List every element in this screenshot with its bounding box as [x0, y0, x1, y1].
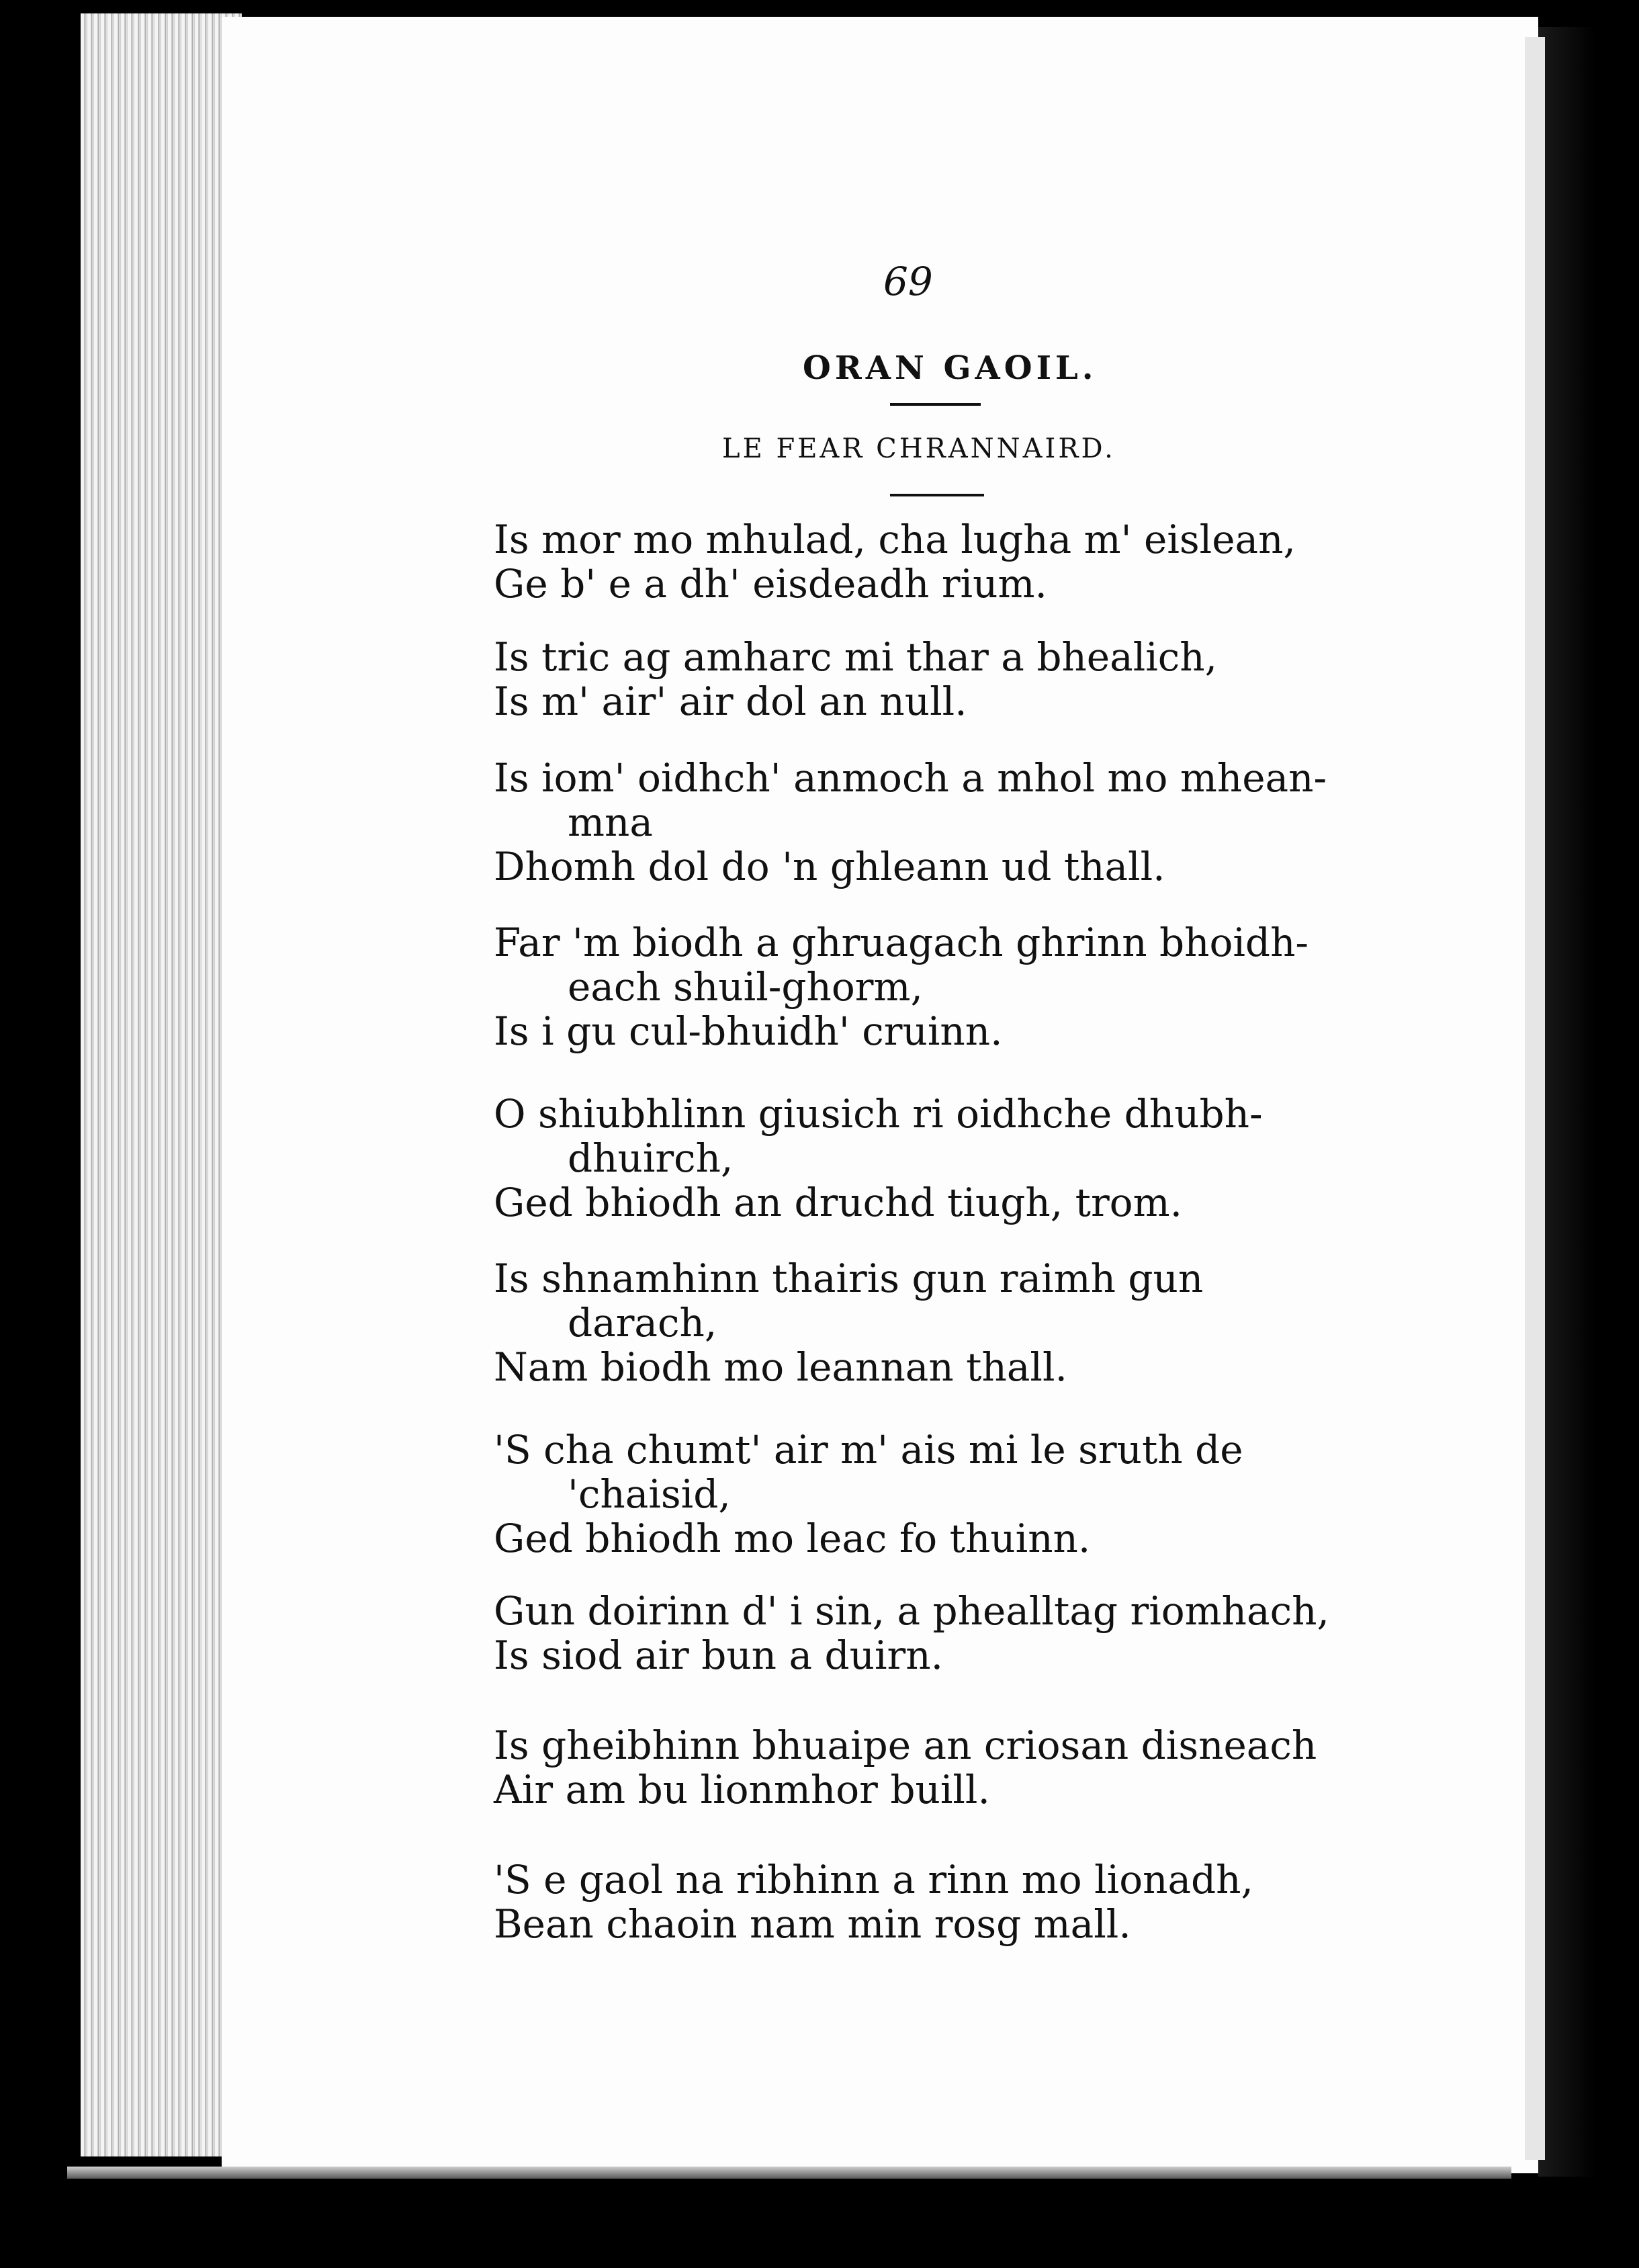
- verse-line: Nam biodh mo leannan thall.: [494, 1344, 1067, 1390]
- verse-line: Ge b' e a dh' eisdeadh rium.: [494, 561, 1047, 607]
- verse-line: Ged bhiodh an druchd tiugh, trom.: [494, 1180, 1183, 1225]
- page-bottom-edge: [67, 2167, 1511, 2179]
- stanza: [494, 1428, 1374, 1561]
- author-divider: [890, 494, 984, 496]
- right-binding-strip: [1538, 27, 1595, 2177]
- page-stack-edge: [81, 13, 242, 2156]
- poem-title: ORAN GAOIL.: [803, 349, 1098, 387]
- verse-line: Is mor mo mhulad, cha lugha m' eislean,: [494, 517, 1296, 562]
- verse-line: Bean chaoin nam min rosg mall.: [494, 1901, 1131, 1947]
- verse-line: O shiubhlinn giusich ri oidhche dhubh-: [494, 1091, 1263, 1137]
- title-divider: [890, 403, 981, 406]
- verse-line: Far 'm biodh a ghruagach ghrinn bhoidh-: [494, 920, 1309, 965]
- stanza: [494, 1589, 1374, 1677]
- verse-line: Is siod air bun a duirn.: [494, 1632, 944, 1678]
- stanza: [494, 1256, 1374, 1389]
- verse-line: Ged bhiodh mo leac fo thuinn.: [494, 1516, 1091, 1561]
- stanza: [494, 635, 1374, 724]
- right-page-edge: [1525, 37, 1545, 2160]
- verse-line: Dhomh dol do 'n ghleann ud thall.: [494, 844, 1165, 889]
- page-number: 69: [883, 259, 933, 304]
- verse-line: Is gheibhinn bhuaipe an criosan disneach: [494, 1722, 1317, 1768]
- poem-author: LE FEAR CHRANNAIRD.: [722, 433, 1116, 464]
- stanza: [494, 1723, 1374, 1812]
- verse-line: Is iom' oidhch' anmoch a mhol mo mhean-: [494, 755, 1327, 801]
- verse-line: Is m' air' air dol an null.: [494, 679, 967, 724]
- stanza: [494, 1092, 1374, 1225]
- stanza: [494, 1858, 1374, 1946]
- stanza: [494, 517, 1374, 606]
- stanza: [494, 756, 1374, 889]
- verse-line-continuation: 'chaisid,: [568, 1471, 731, 1517]
- verse-line: Gun doirinn d' i sin, a phealltag riomhach,: [494, 1588, 1329, 1634]
- verse-line-continuation: mna: [568, 799, 653, 845]
- verse-line-continuation: dhuirch,: [568, 1135, 734, 1181]
- verse-line: 'S e gaol na ribhinn a rinn mo lionadh,: [494, 1857, 1253, 1903]
- stanza: [494, 920, 1374, 1053]
- verse-line: Is tric ag amharc mi thar a bhealich,: [494, 634, 1218, 680]
- verse-line: Is i gu cul-bhuidh' cruinn.: [494, 1008, 1003, 1054]
- verse-line: Is shnamhinn thairis gun raimh gun: [494, 1256, 1204, 1301]
- verse-line-continuation: each shuil-ghorm,: [568, 964, 923, 1010]
- verse-line: 'S cha chumt' air m' ais mi le sruth de: [494, 1427, 1243, 1473]
- verse-line-continuation: darach,: [568, 1300, 717, 1346]
- verse-line: Air am bu lionmhor buill.: [494, 1767, 990, 1813]
